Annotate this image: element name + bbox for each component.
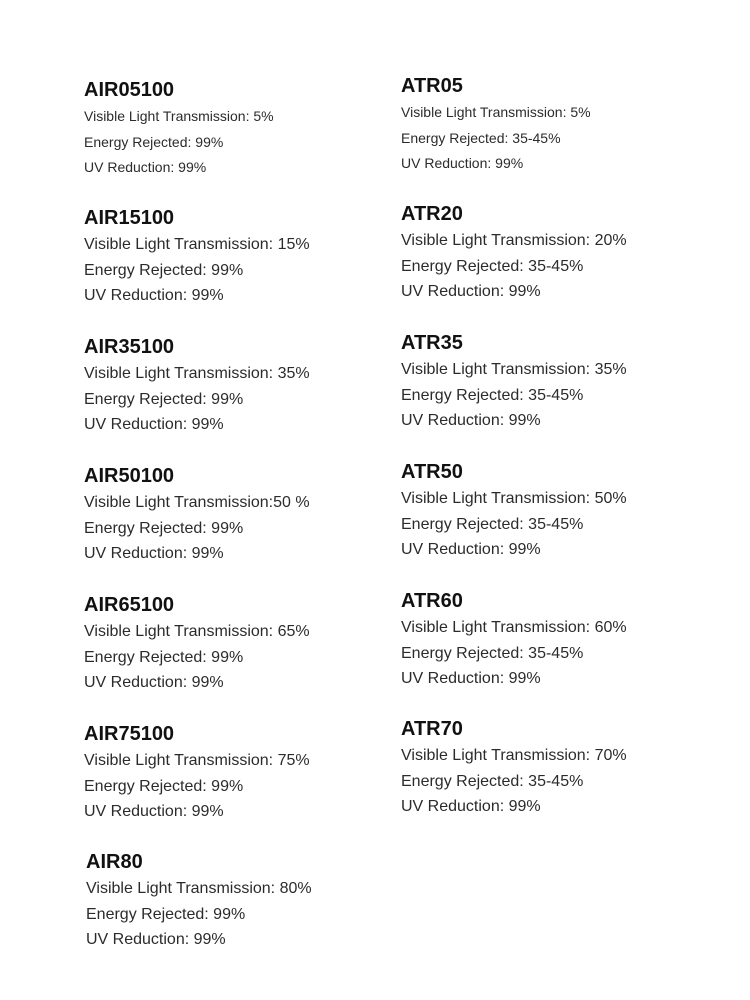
energy-rejected: Energy Rejected: 99% — [84, 390, 244, 408]
uv-reduction: UV Reduction: 99% — [401, 155, 524, 171]
uv-reduction: UV Reduction: 99% — [84, 416, 224, 433]
visible-light-transmission: Visible Light Transmission: 5% — [84, 108, 274, 124]
uv-reduction: UV Reduction: 99% — [84, 545, 224, 562]
visible-light-transmission: Visible Light Transmission: 5% — [401, 104, 591, 120]
uv-reduction: UV Reduction: 99% — [401, 412, 541, 429]
energy-rejected: Energy Rejected: 35-45% — [401, 129, 561, 146]
visible-light-transmission: Visible Light Transmission: 80% — [86, 880, 312, 897]
uv-reduction: UV Reduction: 99% — [401, 283, 541, 300]
visible-light-transmission: Visible Light Transmission: 75% — [84, 752, 310, 769]
product-air35100 — [84, 335, 384, 438]
uv-reduction: UV Reduction: 99% — [84, 803, 224, 820]
uv-reduction: UV Reduction: 99% — [84, 159, 207, 175]
energy-rejected: Energy Rejected: 99% — [84, 648, 244, 666]
uv-reduction: UV Reduction: 99% — [84, 674, 224, 691]
product-atr70 — [401, 717, 701, 820]
energy-rejected: Energy Rejected: 35-45% — [401, 257, 584, 275]
product-name: AIR05100 — [84, 79, 175, 101]
product-name: AIR15100 — [84, 207, 175, 229]
energy-rejected: Energy Rejected: 35-45% — [401, 772, 584, 790]
energy-rejected: Energy Rejected: 35-45% — [401, 386, 584, 404]
uv-reduction: UV Reduction: 99% — [401, 670, 541, 687]
visible-light-transmission: Visible Light Transmission: 35% — [84, 365, 310, 382]
energy-rejected: Energy Rejected: 99% — [84, 777, 244, 795]
uv-reduction: UV Reduction: 99% — [401, 541, 541, 558]
energy-rejected: Energy Rejected: 99% — [84, 519, 244, 537]
product-name: ATR60 — [401, 590, 463, 612]
product-name: AIR65100 — [84, 594, 175, 616]
product-air05100 — [84, 78, 384, 181]
product-atr35 — [401, 331, 701, 434]
product-air50100 — [84, 464, 384, 567]
visible-light-transmission: Visible Light Transmission: 60% — [401, 619, 627, 636]
visible-light-transmission: Visible Light Transmission: 65% — [84, 623, 310, 640]
uv-reduction: UV Reduction: 99% — [84, 287, 224, 304]
product-air15100 — [84, 206, 384, 309]
visible-light-transmission: Visible Light Transmission: 15% — [84, 236, 310, 253]
product-name: ATR70 — [401, 718, 463, 740]
visible-light-transmission: Visible Light Transmission: 20% — [401, 232, 627, 249]
product-atr50 — [401, 460, 701, 563]
visible-light-transmission: Visible Light Transmission: 70% — [401, 747, 627, 764]
visible-light-transmission: Visible Light Transmission:50 % — [84, 494, 310, 511]
product-atr05 — [401, 74, 701, 177]
energy-rejected: Energy Rejected: 35-45% — [401, 644, 584, 662]
product-name: ATR20 — [401, 203, 463, 225]
product-name: ATR35 — [401, 332, 463, 354]
uv-reduction: UV Reduction: 99% — [86, 931, 226, 948]
product-name: AIR75100 — [84, 723, 175, 745]
product-atr60 — [401, 589, 701, 692]
product-name: AIR80 — [86, 851, 143, 873]
product-name: ATR50 — [401, 461, 463, 483]
product-air80 — [86, 850, 386, 953]
product-name: AIR35100 — [84, 336, 175, 358]
visible-light-transmission: Visible Light Transmission: 35% — [401, 361, 627, 378]
energy-rejected: Energy Rejected: 99% — [84, 261, 244, 279]
product-name: ATR05 — [401, 75, 463, 97]
product-atr20 — [401, 202, 701, 305]
uv-reduction: UV Reduction: 99% — [401, 798, 541, 815]
visible-light-transmission: Visible Light Transmission: 50% — [401, 490, 627, 507]
product-air65100 — [84, 593, 384, 696]
energy-rejected: Energy Rejected: 99% — [84, 133, 224, 150]
product-name: AIR50100 — [84, 465, 175, 487]
energy-rejected: Energy Rejected: 99% — [86, 905, 246, 923]
product-air75100 — [84, 722, 384, 825]
energy-rejected: Energy Rejected: 35-45% — [401, 515, 584, 533]
